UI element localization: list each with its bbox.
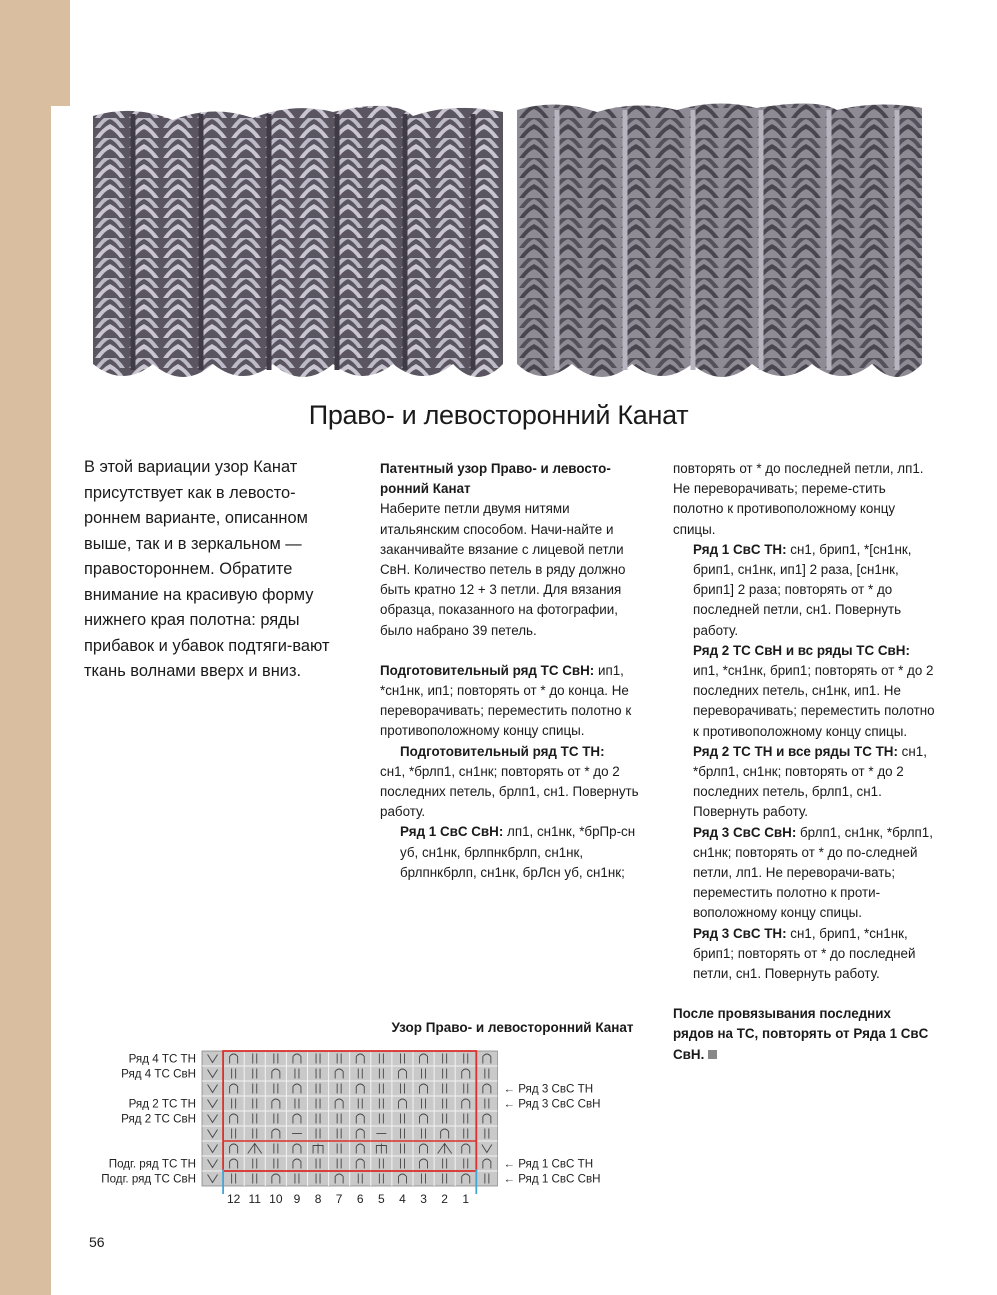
chart-title: Узор Право- и левосторонний Канат [391,1020,634,1035]
chart-column-number: 11 [248,1192,261,1206]
row-3a-label: Ряд 3 СвС СвН: [693,824,797,840]
intro-text: В этой вариации узор Канат присутствует как в левосто-роннем варианте, описанном выше, так и в зеркальном — правостороннем. Обратите внимание на красивую форму нижнего края полотна: ряды прибавок и убавок подтяги-вают ткань волнами вверх и вниз. [84,458,330,680]
cast-on-text: Наберите петли двумя нитями итальянским способом. Начи-найте и заканчивайте вязание с лицевой петли СвН. Количество петель в ряду должно быть кратно 12 + 3 петли. Для вязания образца, показанного на фотографии, было набрано 39 петель. [380,501,626,638]
chart-column-number: 7 [335,1192,343,1206]
page-title: Право- и левосторонний Канат [308,400,689,430]
chart-column-number: 8 [314,1192,322,1206]
chart-left-label: Подг. ряд ТС ТН [108,1157,196,1171]
final-instruction: После провязывания последних рядов на ТС, повторять от Ряда 1 СвС СвН. [673,1006,929,1062]
chart-right-label: ← Ряд 3 СвС СвН [503,1097,601,1111]
prep-row-2-text: сн1, *брлп1, сн1нк; повторять от * до 2 последних петель, брлп1, сн1. Повернуть работу. [380,763,639,820]
chart-column-number: 10 [269,1192,283,1206]
chart-left-label: Ряд 2 ТС ТН [128,1097,196,1111]
chart-left-label: Ряд 2 ТС СвН [121,1112,196,1126]
chart-right-label: ← Ряд 1 СвС ТН [503,1157,594,1171]
chart-column-number: 2 [441,1192,448,1206]
row-2a-label: Ряд 2 ТС СвН и вс ряды ТС СвН: [693,642,910,658]
knit-sample-photo-right [517,98,922,388]
chart-right-label: ← Ряд 1 СвС СвН [503,1172,601,1186]
chart-left-label: Ряд 4 ТС СвН [121,1067,196,1081]
chart-right-label: ← Ряд 3 СвС ТН [503,1082,594,1096]
instructions-column-right [673,459,935,1065]
page-number: 56 [89,1234,105,1250]
continuation-text: повторять от * до последней петли, лп1. Не переворачивать; переме-стить полотно к противоположному концу спицы. [673,461,924,537]
row-1-label: Ряд 1 СвС СвН: [400,824,504,840]
row-3b-label: Ряд 3 СвС ТН: [693,925,787,941]
instructions-column-middle [380,459,642,883]
pattern-title: Патентный узор Право- и левосто-ронний Канат [380,461,611,497]
prep-row-1-text: ип1, *сн1нк, ип1; повторять от * до конца. Не переворачивать; переместить полотно к противоположному концу спицы. [380,662,632,739]
row-1b-text: сн1, брип1, *[сн1нк, брип1, сн1нк, ип1] 2 раза, [сн1нк, брип1] 2 раза; повторять от * до последней петли, сн1. Повернуть работу. [693,541,912,638]
prep-row-1-label: Подготовительный ряд ТС СвН: [380,662,595,678]
prep-row-2-label: Подготовительный ряд ТС ТН: [400,743,605,759]
chart-left-label: Ряд 4 ТС ТН [128,1052,196,1066]
row-1b-label: Ряд 1 СвС ТН: [693,541,787,557]
row-2a-text: ип1, *сн1нк, брип1; повторять от * до 2 последних петель, сн1нк, ип1. Не переворачивать; переместить полотно к противоположному концу спицы. [693,663,935,739]
row-3b-text: сн1, брип1, *сн1нк, брип1; повторять от * до последней петли, сн1. Повернуть работу. [693,925,916,982]
row-2b-text: сн1, *брлп1, сн1нк; повторять от * до 2 последних петель, брлп1, сн1. Повернуть работу. [693,743,927,820]
chart-column-number: 5 [378,1192,385,1206]
chart-column-number: 4 [399,1192,406,1206]
chart-column-number: 9 [293,1192,301,1206]
row-1-text: лп1, сн1нк, *брПр-сн уб, сн1нк, брлпнкбрлп, сн1нк, брлпнкбрлп, сн1нк, брЛсн уб, сн1нк; [400,824,636,880]
chart-column-number: 6 [356,1192,364,1206]
row-3a-text: брлп1, сн1нк, *брлп1, сн1нк; повторять от * до по-следней петли, лп1. Не переворачи-вать; переместить полотно к проти-воположному концу спицы. [693,824,933,921]
stitch-chart [0,1040,997,1215]
chart-column-number: 1 [462,1192,470,1206]
row-2b-label: Ряд 2 ТС ТН и все ряды ТС ТН: [693,743,898,759]
chart-column-number: 12 [226,1192,241,1206]
chart-column-number: 3 [420,1192,427,1206]
knit-sample-photo-left [93,98,503,388]
chart-left-label: Подг. ряд ТС СвН [101,1172,196,1186]
tan-corner-block [0,0,70,106]
